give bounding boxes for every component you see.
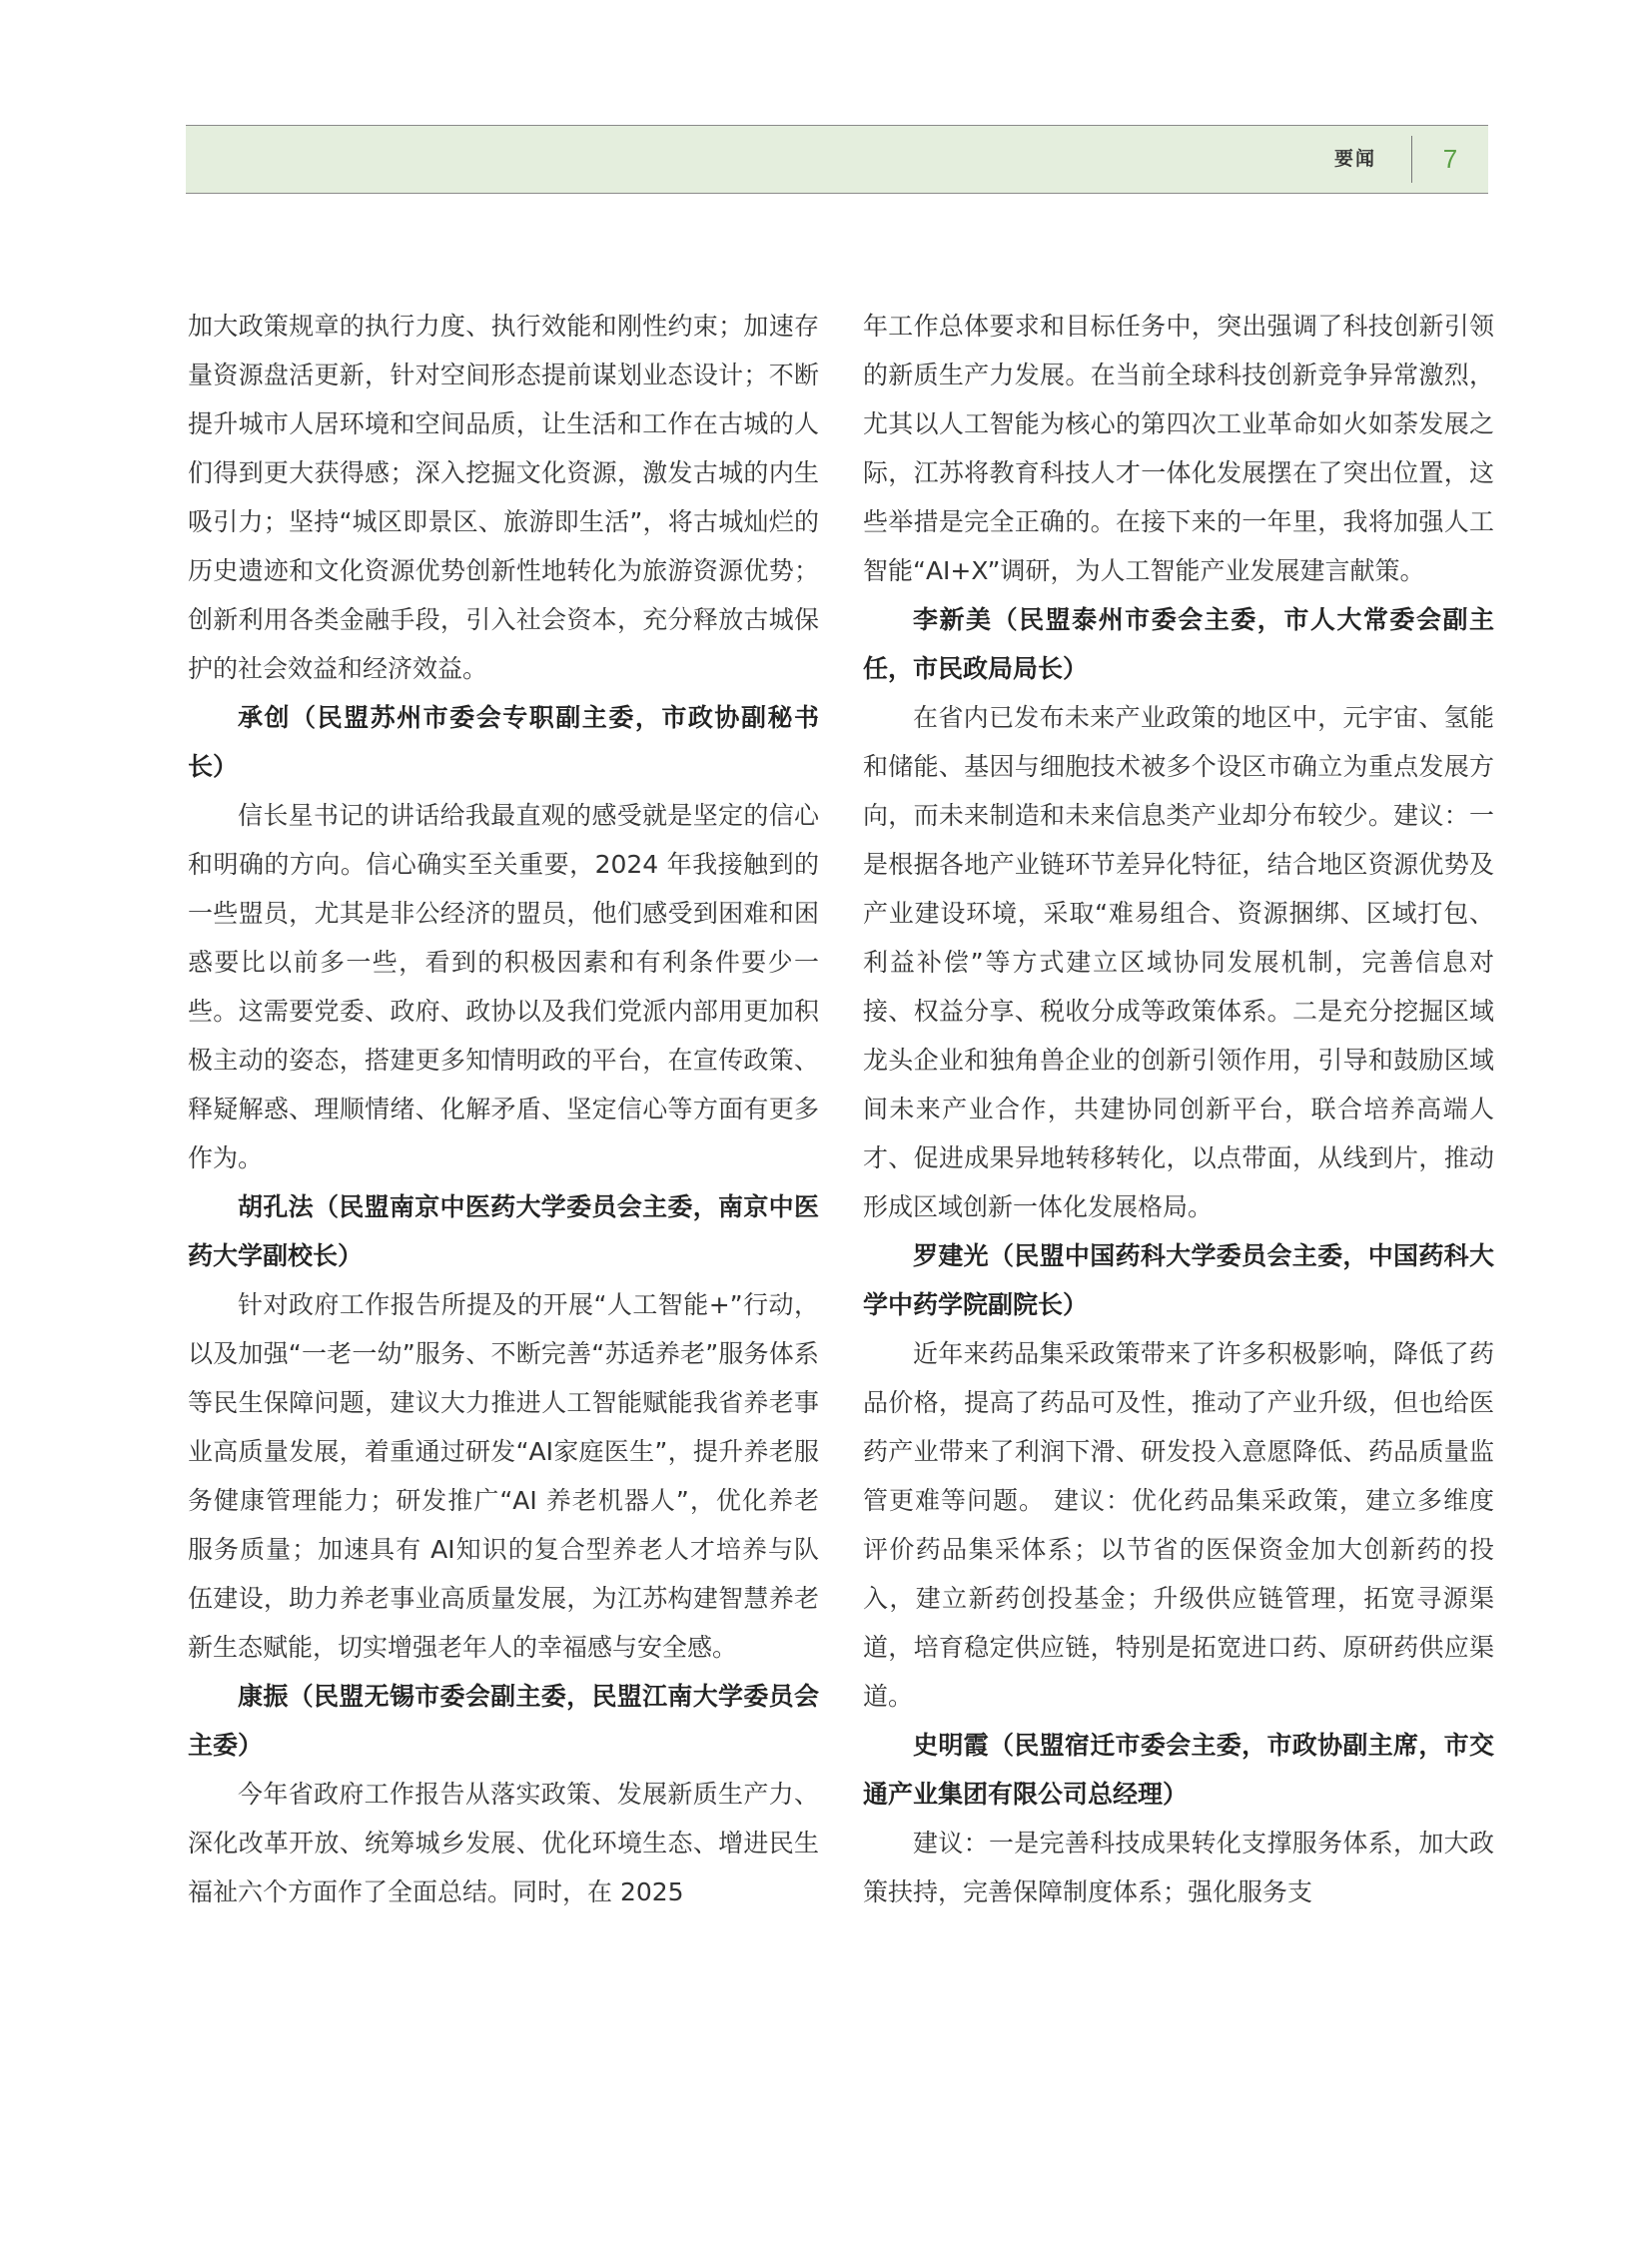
speaker-heading: 胡孔法（民盟南京中医药大学委员会主委，南京中医药大学副校长） [188,1192,819,1270]
right-column [863,302,1494,1916]
left-column [188,302,819,1916]
paragraph: 加大政策规章的执行力度、执行效能和刚性约束；加速存量资源盘活更新，针对空间形态提前谋划业态设计；不断提升城市人居环境和空间品质，让生活和工作在古城的人们得到更大获得感；深入挖掘文化资源，激发古城的内生吸引力；坚持“城区即景区、旅游即生活”，将古城灿烂的历史遗迹和文化资源优势创新性地转化为旅游资源优势；创新利用各类金融手段，引入社会资本，充分释放古城保护的社会效益和经济效益。 [188,312,819,683]
speaker-heading: 承创（民盟苏州市委会专职副主委，市政协副秘书长） [188,703,819,781]
section-title: 要闻 [1333,148,1376,170]
speaker-heading: 罗建光（民盟中国药科大学委员会主委，中国药科大学中药学院副院长） [863,1241,1494,1319]
paragraph: 在省内已发布未来产业政策的地区中，元宇宙、氢能和储能、基因与细胞技术被多个设区市确立为重点发展方向，而未来制造和未来信息类产业却分布较少。建议：一是根据各地产业链环节差异化特征，结合地区资源优势及产业建设环境，采取“难易组合、资源捆绑、区域打包、利益补偿”等方式建立区域协同发展机制，完善信息对接、权益分享、税收分成等政策体系。二是充分挖掘区域龙头企业和独角兽企业的创新引领作用，引导和鼓励区域间未来产业合作，共建协同创新平台，联合培养高端人才、促进成果异地转移转化，以点带面，从线到片，推动形成区域创新一体化发展格局。 [863,703,1494,1221]
paragraph: 建议：一是完善科技成果转化支撑服务体系，加大政策扶持，完善保障制度体系；强化服务支 [863,1829,1494,1906]
page-number: 7 [1442,144,1458,174]
speaker-heading: 康振（民盟无锡市委会副主委，民盟江南大学委员会主委） [188,1682,819,1760]
paragraph: 年工作总体要求和目标任务中，突出强调了科技创新引领的新质生产力发展。在当前全球科技创新竞争异常激烈，尤其以人工智能为核心的第四次工业革命如火如荼发展之际，江苏将教育科技人才一体化发展摆在了突出位置，这些举措是完全正确的。在接下来的一年里，我将加强人工智能“AI+X”调研，为人工智能产业发展建言献策。 [863,312,1494,585]
paragraph: 今年省政府工作报告从落实政策、发展新质生产力、深化改革开放、统筹城乡发展、优化环境生态、增进民生福祉六个方面作了全面总结。同时，在 2025 [188,1780,819,1906]
page-header [186,125,1488,194]
speaker-heading: 史明霞（民盟宿迁市委会主委，市政协副主席，市交通产业集团有限公司总经理） [863,1731,1494,1809]
paragraph: 针对政府工作报告所提及的开展“人工智能+”行动，以及加强“一老一幼”服务、不断完善“苏适养老”服务体系等民生保障问题，建议大力推进人工智能赋能我省养老事业高质量发展，着重通过研发“AI家庭医生”，提升养老服务健康管理能力；研发推广“AI 养老机器人”，优化养老服务质量；加速具有 AI知识的复合型养老人才培养与队伍建设，助力养老事业高质量发展，为江苏构建智慧养老新生态赋能，切实增强老年人的幸福感与安全感。 [188,1290,819,1662]
paragraph: 信长星书记的讲话给我最直观的感受就是坚定的信心和明确的方向。信心确实至关重要，2024 年我接触到的一些盟员，尤其是非公经济的盟员，他们感受到困难和困惑要比以前多一些，看到的积极因素和有利条件要少一些。这需要党委、政府、政协以及我们党派内部用更加积极主动的姿态，搭建更多知情明政的平台，在宣传政策、释疑解惑、理顺情绪、化解矛盾、坚定信心等方面有更多作为。 [188,801,819,1172]
paragraph: 近年来药品集采政策带来了许多积极影响，降低了药品价格，提高了药品可及性，推动了产业升级，但也给医药产业带来了利润下滑、研发投入意愿降低、药品质量监管更难等问题。 建议：优化药品集采政策，建立多维度评价药品集采体系；以节省的医保资金加大创新药的投入，建立新药创投基金；升级供应链管理，拓宽寻源渠道，培育稳定供应链，特别是拓宽进口药、原研药供应渠道。 [863,1339,1494,1711]
speaker-heading: 李新美（民盟泰州市委会主委，市人大常委会副主任，市民政局局长） [863,605,1494,683]
